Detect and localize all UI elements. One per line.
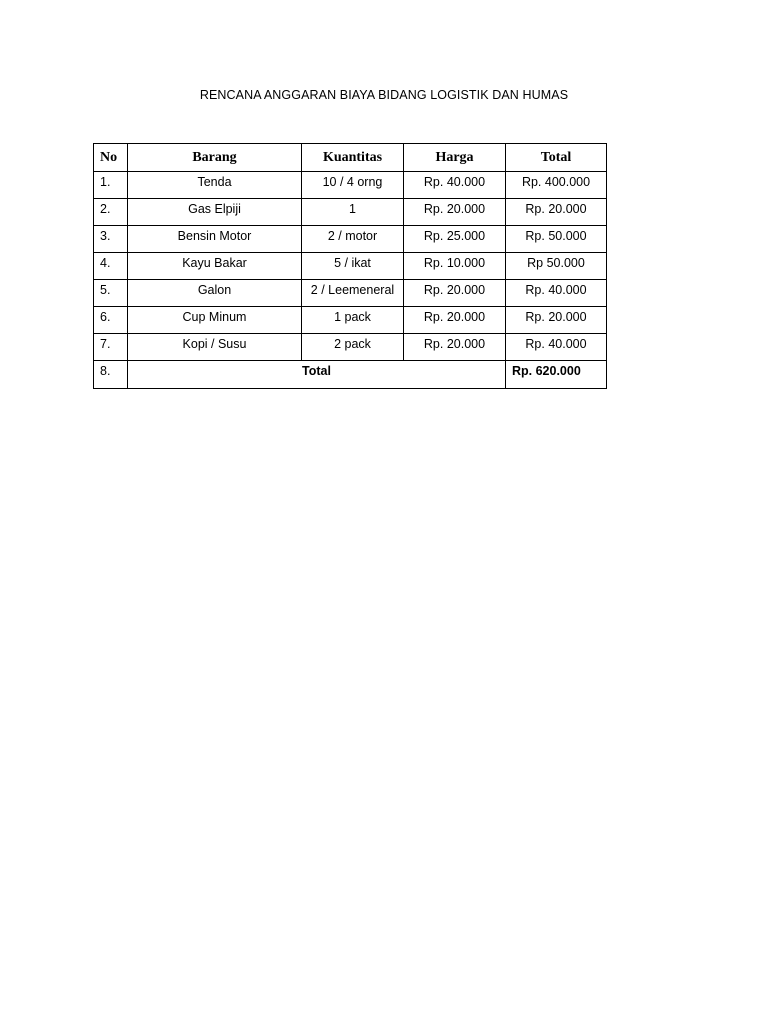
- cell-total: Rp. 40.000: [506, 280, 607, 307]
- cell-harga: Rp. 20.000: [404, 307, 506, 334]
- cell-barang: Kopi / Susu: [128, 334, 302, 361]
- cell-no: 3.: [94, 226, 128, 253]
- cell-no: 2.: [94, 199, 128, 226]
- table-row: [94, 280, 607, 307]
- cell-kuantitas: 10 / 4 orng: [302, 172, 404, 199]
- cell-kuantitas: 1: [302, 199, 404, 226]
- table-row: [94, 199, 607, 226]
- cell-barang: Gas Elpiji: [128, 199, 302, 226]
- cell-total: Rp 50.000: [506, 253, 607, 280]
- table-row: [94, 172, 607, 199]
- header-harga: Harga: [404, 144, 506, 172]
- cell-harga: Rp. 25.000: [404, 226, 506, 253]
- cell-no: 6.: [94, 307, 128, 334]
- cell-harga: Rp. 10.000: [404, 253, 506, 280]
- cell-barang: Bensin Motor: [128, 226, 302, 253]
- cell-harga: Rp. 40.000: [404, 172, 506, 199]
- cell-total: Rp. 40.000: [506, 334, 607, 361]
- total-label: Total: [128, 361, 506, 389]
- table-row: [94, 226, 607, 253]
- total-value: Rp. 620.000: [506, 361, 607, 389]
- header-kuantitas: Kuantitas: [302, 144, 404, 172]
- cell-kuantitas: 1 pack: [302, 307, 404, 334]
- cell-kuantitas: 2 / motor: [302, 226, 404, 253]
- cell-no: 5.: [94, 280, 128, 307]
- header-barang: Barang: [128, 144, 302, 172]
- header-no: No: [94, 144, 128, 172]
- table-header-row: [94, 144, 607, 172]
- cell-kuantitas: 2 pack: [302, 334, 404, 361]
- cell-harga: Rp. 20.000: [404, 199, 506, 226]
- cell-total: Rp. 400.000: [506, 172, 607, 199]
- cell-no: 7.: [94, 334, 128, 361]
- cell-kuantitas: 2 / Leemeneral: [302, 280, 404, 307]
- cell-barang: Galon: [128, 280, 302, 307]
- cell-kuantitas: 5 / ikat: [302, 253, 404, 280]
- document-title: RENCANA ANGGARAN BIAYA BIDANG LOGISTIK DAN HUMAS: [199, 88, 569, 102]
- cell-barang: Cup Minum: [128, 307, 302, 334]
- cell-barang: Kayu Bakar: [128, 253, 302, 280]
- total-row: [94, 361, 607, 389]
- cell-total: Rp. 20.000: [506, 307, 607, 334]
- cell-no: 8.: [94, 361, 128, 389]
- cell-barang: Tenda: [128, 172, 302, 199]
- budget-table: [93, 143, 607, 389]
- header-total: Total: [506, 144, 607, 172]
- cell-no: 4.: [94, 253, 128, 280]
- cell-no: 1.: [94, 172, 128, 199]
- cell-total: Rp. 20.000: [506, 199, 607, 226]
- cell-harga: Rp. 20.000: [404, 280, 506, 307]
- cell-harga: Rp. 20.000: [404, 334, 506, 361]
- table-row: [94, 253, 607, 280]
- table-row: [94, 334, 607, 361]
- table-row: [94, 307, 607, 334]
- cell-total: Rp. 50.000: [506, 226, 607, 253]
